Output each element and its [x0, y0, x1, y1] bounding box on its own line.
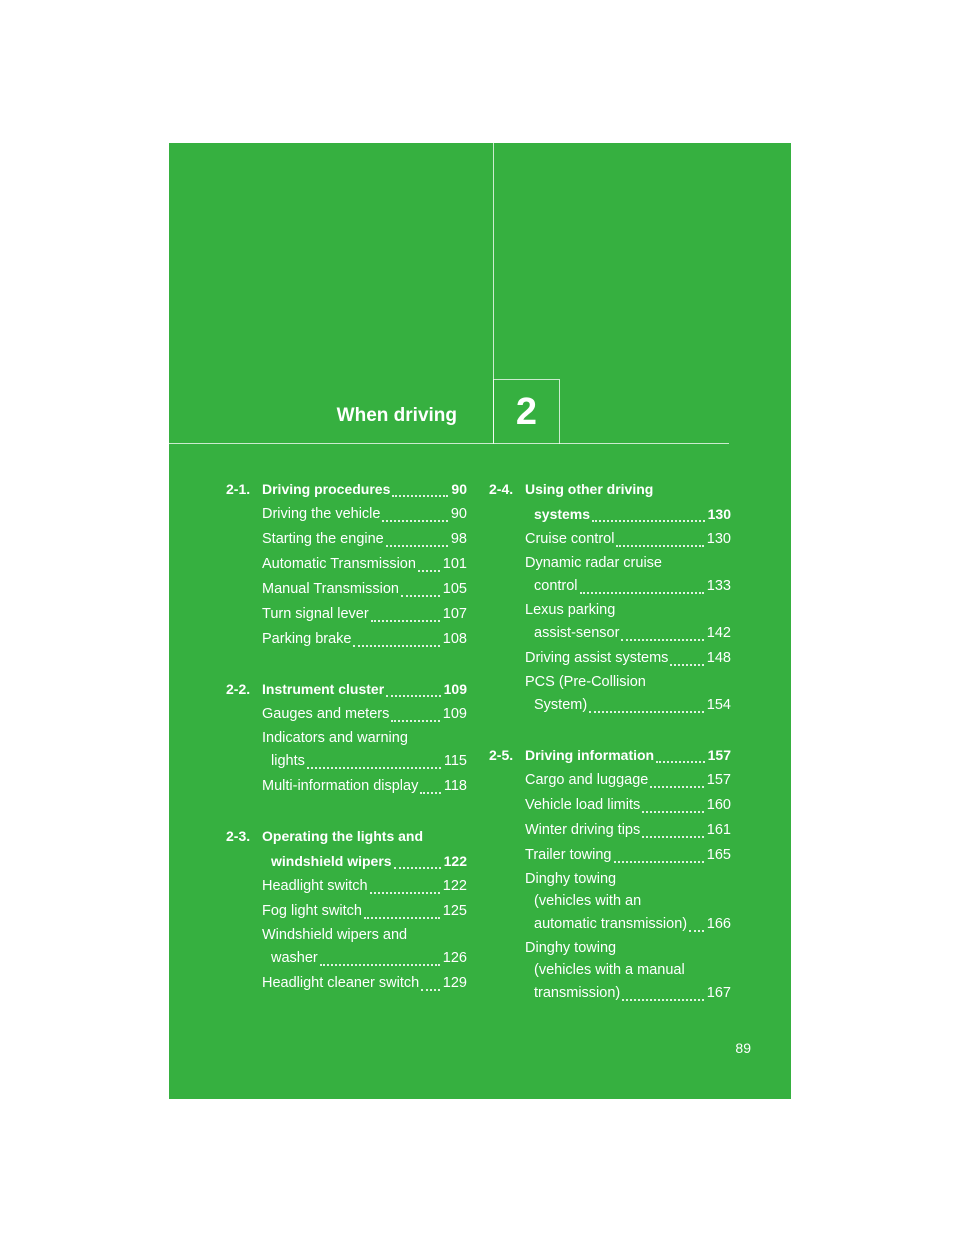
toc-entry-line-label: Vehicle load limits [525, 797, 641, 813]
toc-entry[interactable] [262, 774, 467, 799]
toc-entry-line: Windshield wipers and [262, 927, 408, 943]
dot-leader [642, 811, 704, 813]
section-title-block [226, 677, 467, 702]
dot-leader [364, 917, 440, 919]
toc-entry[interactable] [525, 793, 731, 818]
dot-leader [353, 645, 439, 647]
section-items [226, 502, 467, 652]
toc-entry-line[interactable] [262, 527, 467, 552]
toc-section [489, 743, 731, 1006]
dot-leader [307, 767, 441, 769]
toc-right-column [489, 477, 731, 1031]
section-title-label: Driving information [525, 747, 655, 763]
toc-entry-line[interactable] [262, 946, 467, 971]
section-title-line: Using other driving [525, 481, 654, 497]
toc-entry-line: Dynamic radar cruise [525, 555, 662, 571]
toc-entry-line[interactable] [262, 577, 467, 602]
toc-section [226, 477, 467, 652]
section-title-page: 109 [443, 681, 467, 697]
toc-entry-line-page: 129 [442, 975, 467, 991]
toc-entry-line-label: Cruise control [525, 531, 615, 547]
dot-leader [656, 761, 705, 763]
toc-entry-line[interactable] [262, 899, 467, 924]
toc-entry-line-label: assist-sensor [534, 625, 620, 641]
section-number: 2-2. [226, 681, 251, 697]
toc-entry-line-label: control [534, 578, 578, 594]
dot-leader [401, 595, 440, 597]
dot-leader [392, 495, 448, 497]
toc-entry-line-page: 157 [706, 772, 731, 788]
toc-entry-line-label: Trailer towing [525, 847, 612, 863]
toc-entry-line-label: Parking brake [262, 631, 352, 647]
toc-entry-line[interactable] [525, 646, 731, 671]
toc-entry-line-label: lights [271, 753, 305, 769]
toc-entry-line[interactable] [525, 793, 731, 818]
toc-entry-line: (vehicles with a manual [534, 962, 685, 978]
toc-entry[interactable] [262, 702, 467, 727]
dot-leader [420, 792, 441, 794]
toc-section [226, 824, 467, 996]
dot-leader [391, 720, 439, 722]
dot-leader [418, 570, 440, 572]
toc-entry-line-page: 160 [706, 797, 731, 813]
section-heading[interactable] [226, 477, 467, 502]
chapter-title: When driving [336, 405, 457, 426]
section-title-block [489, 743, 731, 768]
toc-entry-line-page: 133 [706, 578, 731, 594]
toc-entry-line-label: Automatic Transmission [262, 556, 416, 572]
dot-leader [689, 930, 704, 932]
section-title-line-label: windshield wipers [271, 853, 392, 869]
toc-entry-line[interactable] [262, 874, 467, 899]
divider-horizontal [169, 443, 729, 444]
toc-entry-line[interactable] [262, 627, 467, 652]
section-number: 2-3. [226, 828, 251, 844]
toc-entry-line-page: 130 [706, 531, 731, 547]
toc-entry-line-label: Driving assist systems [525, 650, 669, 666]
toc-entry-line-label: Multi-information display [262, 778, 419, 794]
section-title-page: 90 [451, 481, 467, 497]
toc-entry-line-label: washer [271, 950, 318, 966]
toc-entry-line: Indicators and warning [262, 730, 408, 746]
toc-entry-line-label: Cargo and luggage [525, 772, 649, 788]
section-items [226, 874, 467, 996]
toc-entry-line-page: 142 [706, 625, 731, 641]
toc-entry[interactable] [262, 527, 467, 552]
section-heading[interactable] [226, 677, 467, 702]
toc-entry[interactable] [262, 602, 467, 627]
toc-entry-line[interactable] [525, 818, 731, 843]
toc-entry-line[interactable] [525, 912, 731, 937]
toc-entry[interactable] [262, 924, 467, 971]
toc-entry-line[interactable] [525, 693, 731, 718]
toc-entry-line-page: 118 [443, 778, 467, 794]
toc-entry[interactable] [525, 843, 731, 868]
toc-entry-line[interactable] [525, 981, 731, 1006]
dot-leader [650, 786, 703, 788]
section-number: 2-1. [226, 481, 251, 497]
toc-entry-line[interactable] [525, 621, 731, 646]
section-heading[interactable] [489, 477, 731, 527]
dot-leader [580, 592, 704, 594]
section-title-line-page: 130 [707, 506, 731, 522]
toc-entry[interactable] [525, 671, 731, 718]
toc-entry-line-label: Driving the vehicle [262, 506, 381, 522]
section-title-line-label: systems [534, 506, 591, 522]
dot-leader [382, 520, 447, 522]
toc-entry-line-label: Headlight switch [262, 878, 368, 894]
toc-entry-line-label: Fog light switch [262, 903, 362, 919]
toc-entry-line: PCS (Pre-Collision [525, 674, 646, 690]
section-title-label: Driving procedures [262, 481, 391, 497]
toc-entry[interactable] [262, 552, 467, 577]
toc-entry-line[interactable] [262, 749, 467, 774]
toc-section [489, 477, 731, 718]
section-title-line: Operating the lights and [262, 828, 424, 844]
toc-entry[interactable] [525, 527, 731, 552]
section-heading[interactable] [489, 743, 731, 768]
dot-leader [386, 545, 448, 547]
toc-entry-line-label: Manual Transmission [262, 581, 399, 597]
toc-entry-line[interactable] [525, 768, 731, 793]
dot-leader [642, 836, 704, 838]
dot-leader [592, 520, 705, 522]
section-title-block [226, 477, 467, 502]
toc-entry-line[interactable] [525, 843, 731, 868]
toc-entry[interactable] [262, 727, 467, 774]
toc-entry-line-page: 154 [706, 697, 731, 713]
chapter-page [169, 143, 791, 1099]
toc-entry-line[interactable] [262, 602, 467, 627]
toc-entry-line-page: 165 [706, 847, 731, 863]
toc-entry-line-page: 161 [706, 822, 731, 838]
toc-entry-line: Dinghy towing [525, 940, 617, 956]
toc-entry-line-label: automatic transmission) [534, 916, 688, 932]
toc-entry[interactable] [525, 646, 731, 671]
chapter-number: 2 [515, 390, 538, 433]
section-title-block [226, 824, 467, 874]
toc-entry-line[interactable] [262, 702, 467, 727]
toc-entry-line-page: 105 [442, 581, 467, 597]
toc-left-column [226, 477, 467, 1021]
dot-leader [670, 664, 703, 666]
dot-leader [616, 545, 703, 547]
toc-entry[interactable] [262, 874, 467, 899]
toc-entry-line-page: 107 [442, 606, 467, 622]
dot-leader [614, 861, 704, 863]
toc-entry[interactable] [525, 768, 731, 793]
toc-entry[interactable] [262, 502, 467, 527]
toc-entry[interactable] [525, 552, 731, 599]
dot-leader [421, 989, 440, 991]
toc-entry[interactable] [525, 818, 731, 843]
toc-entry-line[interactable] [262, 552, 467, 577]
toc-entry-line[interactable] [262, 502, 467, 527]
section-items [489, 527, 731, 718]
dot-leader [589, 711, 704, 713]
section-title[interactable] [262, 677, 467, 702]
toc-section [226, 677, 467, 799]
toc-entry[interactable] [525, 868, 731, 937]
section-title[interactable] [262, 477, 467, 502]
toc-entry[interactable] [525, 599, 731, 646]
section-title-line[interactable] [525, 502, 731, 527]
toc-entry-line-label: Gauges and meters [262, 706, 390, 722]
toc-entry-line[interactable] [262, 971, 467, 996]
toc-entry[interactable] [262, 899, 467, 924]
toc-entry[interactable] [262, 971, 467, 996]
chapter-number-tab [493, 379, 560, 444]
toc-entry-line-page: 109 [442, 706, 467, 722]
toc-entry-line[interactable] [525, 527, 731, 552]
toc-entry-line-page: 148 [706, 650, 731, 666]
toc-entry[interactable] [525, 937, 731, 1006]
dot-leader [370, 892, 440, 894]
dot-leader [386, 695, 441, 697]
toc-entry-line-label: transmission) [534, 985, 621, 1001]
toc-entry[interactable] [262, 627, 467, 652]
toc-entry-line-page: 125 [442, 903, 467, 919]
toc-entry-line: Lexus parking [525, 602, 616, 618]
toc-entry-line-label: Headlight cleaner switch [262, 975, 420, 991]
section-title-page: 157 [707, 747, 731, 763]
toc-entry-line: (vehicles with an [534, 893, 642, 909]
toc-entry-line-label: Winter driving tips [525, 822, 641, 838]
dot-leader [371, 620, 440, 622]
section-number: 2-5. [489, 747, 514, 763]
toc-entry-line-label: System) [534, 697, 588, 713]
section-title-label: Instrument cluster [262, 681, 385, 697]
dot-leader [621, 639, 703, 641]
toc-entry-line-page: 115 [443, 753, 467, 769]
section-title-line[interactable] [262, 849, 467, 874]
dot-leader [394, 867, 441, 869]
dot-leader [320, 964, 440, 966]
toc-entry-line-page: 166 [706, 916, 731, 932]
section-items [489, 768, 731, 1006]
toc-entry-line: Dinghy towing [525, 871, 617, 887]
section-title-line-page: 122 [443, 853, 467, 869]
toc-entry-line[interactable] [262, 774, 467, 799]
toc-entry-line-label: Turn signal lever [262, 606, 369, 622]
toc-entry-line-page: 122 [442, 878, 467, 894]
dot-leader [622, 999, 704, 1001]
toc-entry-line-page: 101 [442, 556, 467, 572]
section-heading[interactable] [226, 824, 467, 874]
toc-entry-line-page: 167 [706, 985, 731, 1001]
toc-entry-line[interactable] [525, 574, 731, 599]
section-title-block [489, 477, 731, 527]
toc-entry-line-page: 98 [450, 531, 467, 547]
section-title[interactable] [525, 743, 731, 768]
toc-entry[interactable] [262, 577, 467, 602]
page-number: 89 [735, 1040, 751, 1056]
section-items [226, 702, 467, 799]
toc-entry-line-page: 90 [450, 506, 467, 522]
toc-entry-line-label: Starting the engine [262, 531, 384, 547]
toc-entry-line-page: 108 [442, 631, 467, 647]
toc-entry-line-page: 126 [442, 950, 467, 966]
section-number: 2-4. [489, 481, 514, 497]
